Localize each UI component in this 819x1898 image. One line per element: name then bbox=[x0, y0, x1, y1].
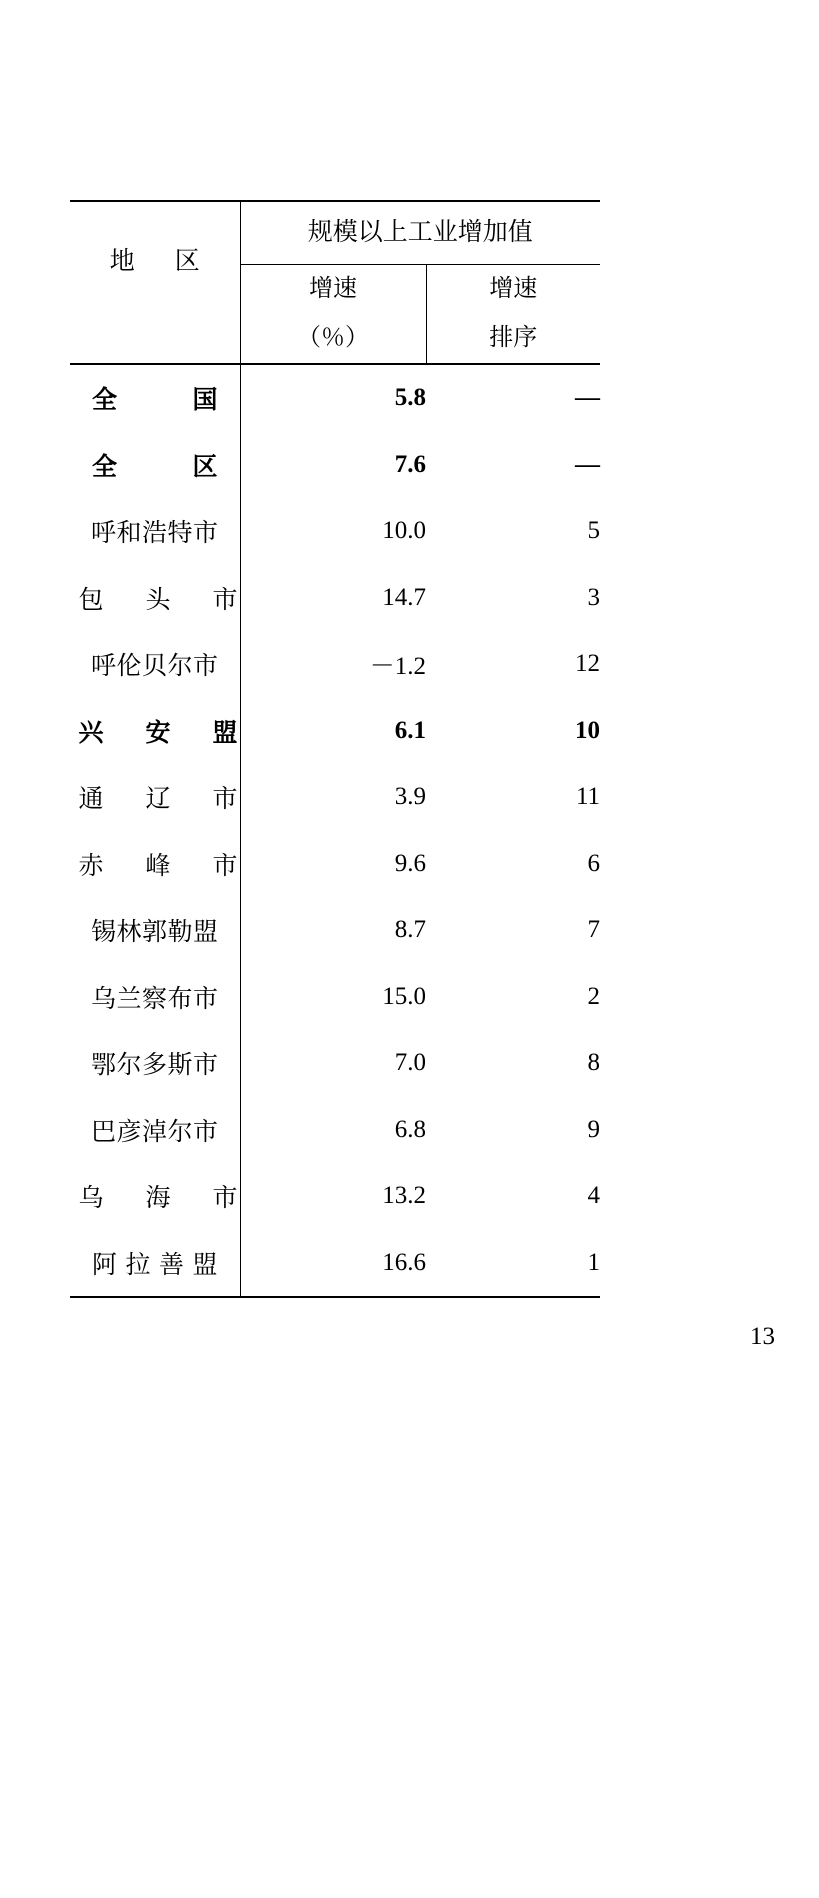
cell-growth-rate: 16.6 bbox=[240, 1230, 426, 1298]
cell-growth-rate: 15.0 bbox=[382, 982, 426, 1010]
cell-growth-rank: 3 bbox=[587, 583, 601, 611]
table-row bbox=[70, 1030, 600, 1097]
cell-growth-rate: 7.6 bbox=[394, 450, 426, 478]
cell-growth-rank: 12 bbox=[575, 650, 601, 678]
cell-growth-rank: 9 bbox=[587, 1115, 601, 1143]
cell-growth-rank: 7 bbox=[587, 916, 601, 944]
cell-growth-rate: 7.0 bbox=[394, 1049, 426, 1077]
cell-growth-rate: 6.8 bbox=[394, 1115, 426, 1143]
region-label: 巴彦淖尔市 bbox=[90, 1118, 219, 1146]
cell-growth-rank: 8 bbox=[587, 1049, 601, 1077]
region-label: 阿拉善盟 bbox=[91, 1251, 226, 1279]
cell-region bbox=[70, 964, 240, 1031]
cell-growth-rank: 4 bbox=[587, 1182, 601, 1210]
cell-region bbox=[70, 631, 240, 698]
table-row bbox=[70, 1097, 600, 1164]
cell-growth-rate: 8.7 bbox=[394, 916, 426, 944]
cell-growth-rate: 9.6 bbox=[394, 849, 426, 877]
region-label: 通 辽 市 bbox=[78, 786, 247, 814]
cell-growth-rank: — bbox=[575, 450, 601, 478]
statistics-table bbox=[70, 200, 600, 1298]
table-header bbox=[70, 201, 600, 364]
cell-growth-rank: 1 bbox=[426, 1230, 600, 1298]
growth-rank-label-line1: 增速 bbox=[489, 276, 538, 303]
growth-rate-label-line2: （％） bbox=[297, 325, 369, 352]
cell-region bbox=[70, 698, 247, 765]
cell-region bbox=[70, 764, 247, 831]
page-number: 13 bbox=[750, 1323, 775, 1350]
region-label: 呼和浩特市 bbox=[90, 520, 219, 548]
cell-growth-rate: 5.8 bbox=[394, 384, 426, 412]
cell-growth-rate: 10.0 bbox=[382, 517, 426, 545]
table-body bbox=[70, 364, 600, 1297]
cell-growth-rate: 3.9 bbox=[394, 783, 426, 811]
cell-growth-rate: 14.7 bbox=[382, 583, 426, 611]
cell-growth-rank: 6 bbox=[587, 849, 601, 877]
header-region-spacer bbox=[70, 315, 240, 364]
table-row bbox=[70, 1163, 600, 1230]
cell-growth-rank: — bbox=[575, 384, 601, 412]
cell-region bbox=[70, 1097, 240, 1164]
cell-growth-rank: 10 bbox=[575, 716, 601, 744]
table-row bbox=[70, 498, 600, 565]
region-label: 锡林郭勒盟 bbox=[90, 919, 219, 947]
table-row bbox=[70, 565, 600, 632]
growth-rank-label-line2: 排序 bbox=[489, 325, 538, 352]
region-label: 全 区 bbox=[91, 453, 226, 481]
region-label: 鄂尔多斯市 bbox=[90, 1052, 219, 1080]
cell-region bbox=[70, 897, 240, 964]
table-row bbox=[70, 364, 600, 432]
cell-region bbox=[70, 364, 240, 432]
cell-growth-rate: 6.1 bbox=[394, 716, 426, 744]
column-header-group: 规模以上工业增加值 bbox=[240, 201, 600, 265]
table-row bbox=[70, 764, 600, 831]
cell-region bbox=[70, 432, 240, 499]
cell-region bbox=[70, 831, 247, 898]
column-header-growth-rate-unit bbox=[240, 315, 426, 364]
header-row-sub-bottom bbox=[70, 315, 600, 364]
growth-rate-label-line1: 增速 bbox=[309, 276, 357, 303]
cell-growth-rank: 11 bbox=[575, 783, 601, 811]
header-row-group bbox=[70, 201, 600, 265]
cell-region bbox=[70, 1230, 240, 1298]
cell-growth-rank: 5 bbox=[587, 517, 601, 545]
column-header-growth-rank bbox=[426, 265, 600, 316]
column-header-region: 地 区 bbox=[70, 201, 240, 315]
region-label: 包 头 市 bbox=[78, 586, 247, 614]
column-header-growth-rank-unit bbox=[426, 315, 600, 364]
cell-region bbox=[70, 1030, 240, 1097]
table-row bbox=[70, 1230, 600, 1298]
table-row bbox=[70, 432, 600, 499]
region-label: 乌兰察布市 bbox=[90, 985, 219, 1013]
column-header-growth-rate bbox=[240, 265, 426, 316]
cell-growth-rate: －1.2 bbox=[369, 653, 426, 681]
cell-region bbox=[70, 498, 240, 565]
region-label: 赤 峰 市 bbox=[78, 852, 247, 880]
table-row bbox=[70, 631, 600, 698]
region-label: 乌 海 市 bbox=[78, 1185, 247, 1213]
cell-growth-rank: 2 bbox=[587, 982, 601, 1010]
table-row bbox=[70, 897, 600, 964]
statistics-table-container bbox=[70, 200, 600, 1298]
table-row bbox=[70, 698, 600, 765]
cell-growth-rate: 13.2 bbox=[382, 1182, 426, 1210]
region-label: 全 国 bbox=[91, 387, 226, 415]
region-label: 呼伦贝尔市 bbox=[90, 653, 219, 681]
cell-region bbox=[70, 565, 247, 632]
table-row bbox=[70, 831, 600, 898]
cell-region bbox=[70, 1163, 247, 1230]
table-row bbox=[70, 964, 600, 1031]
region-label: 兴 安 盟 bbox=[78, 719, 247, 747]
